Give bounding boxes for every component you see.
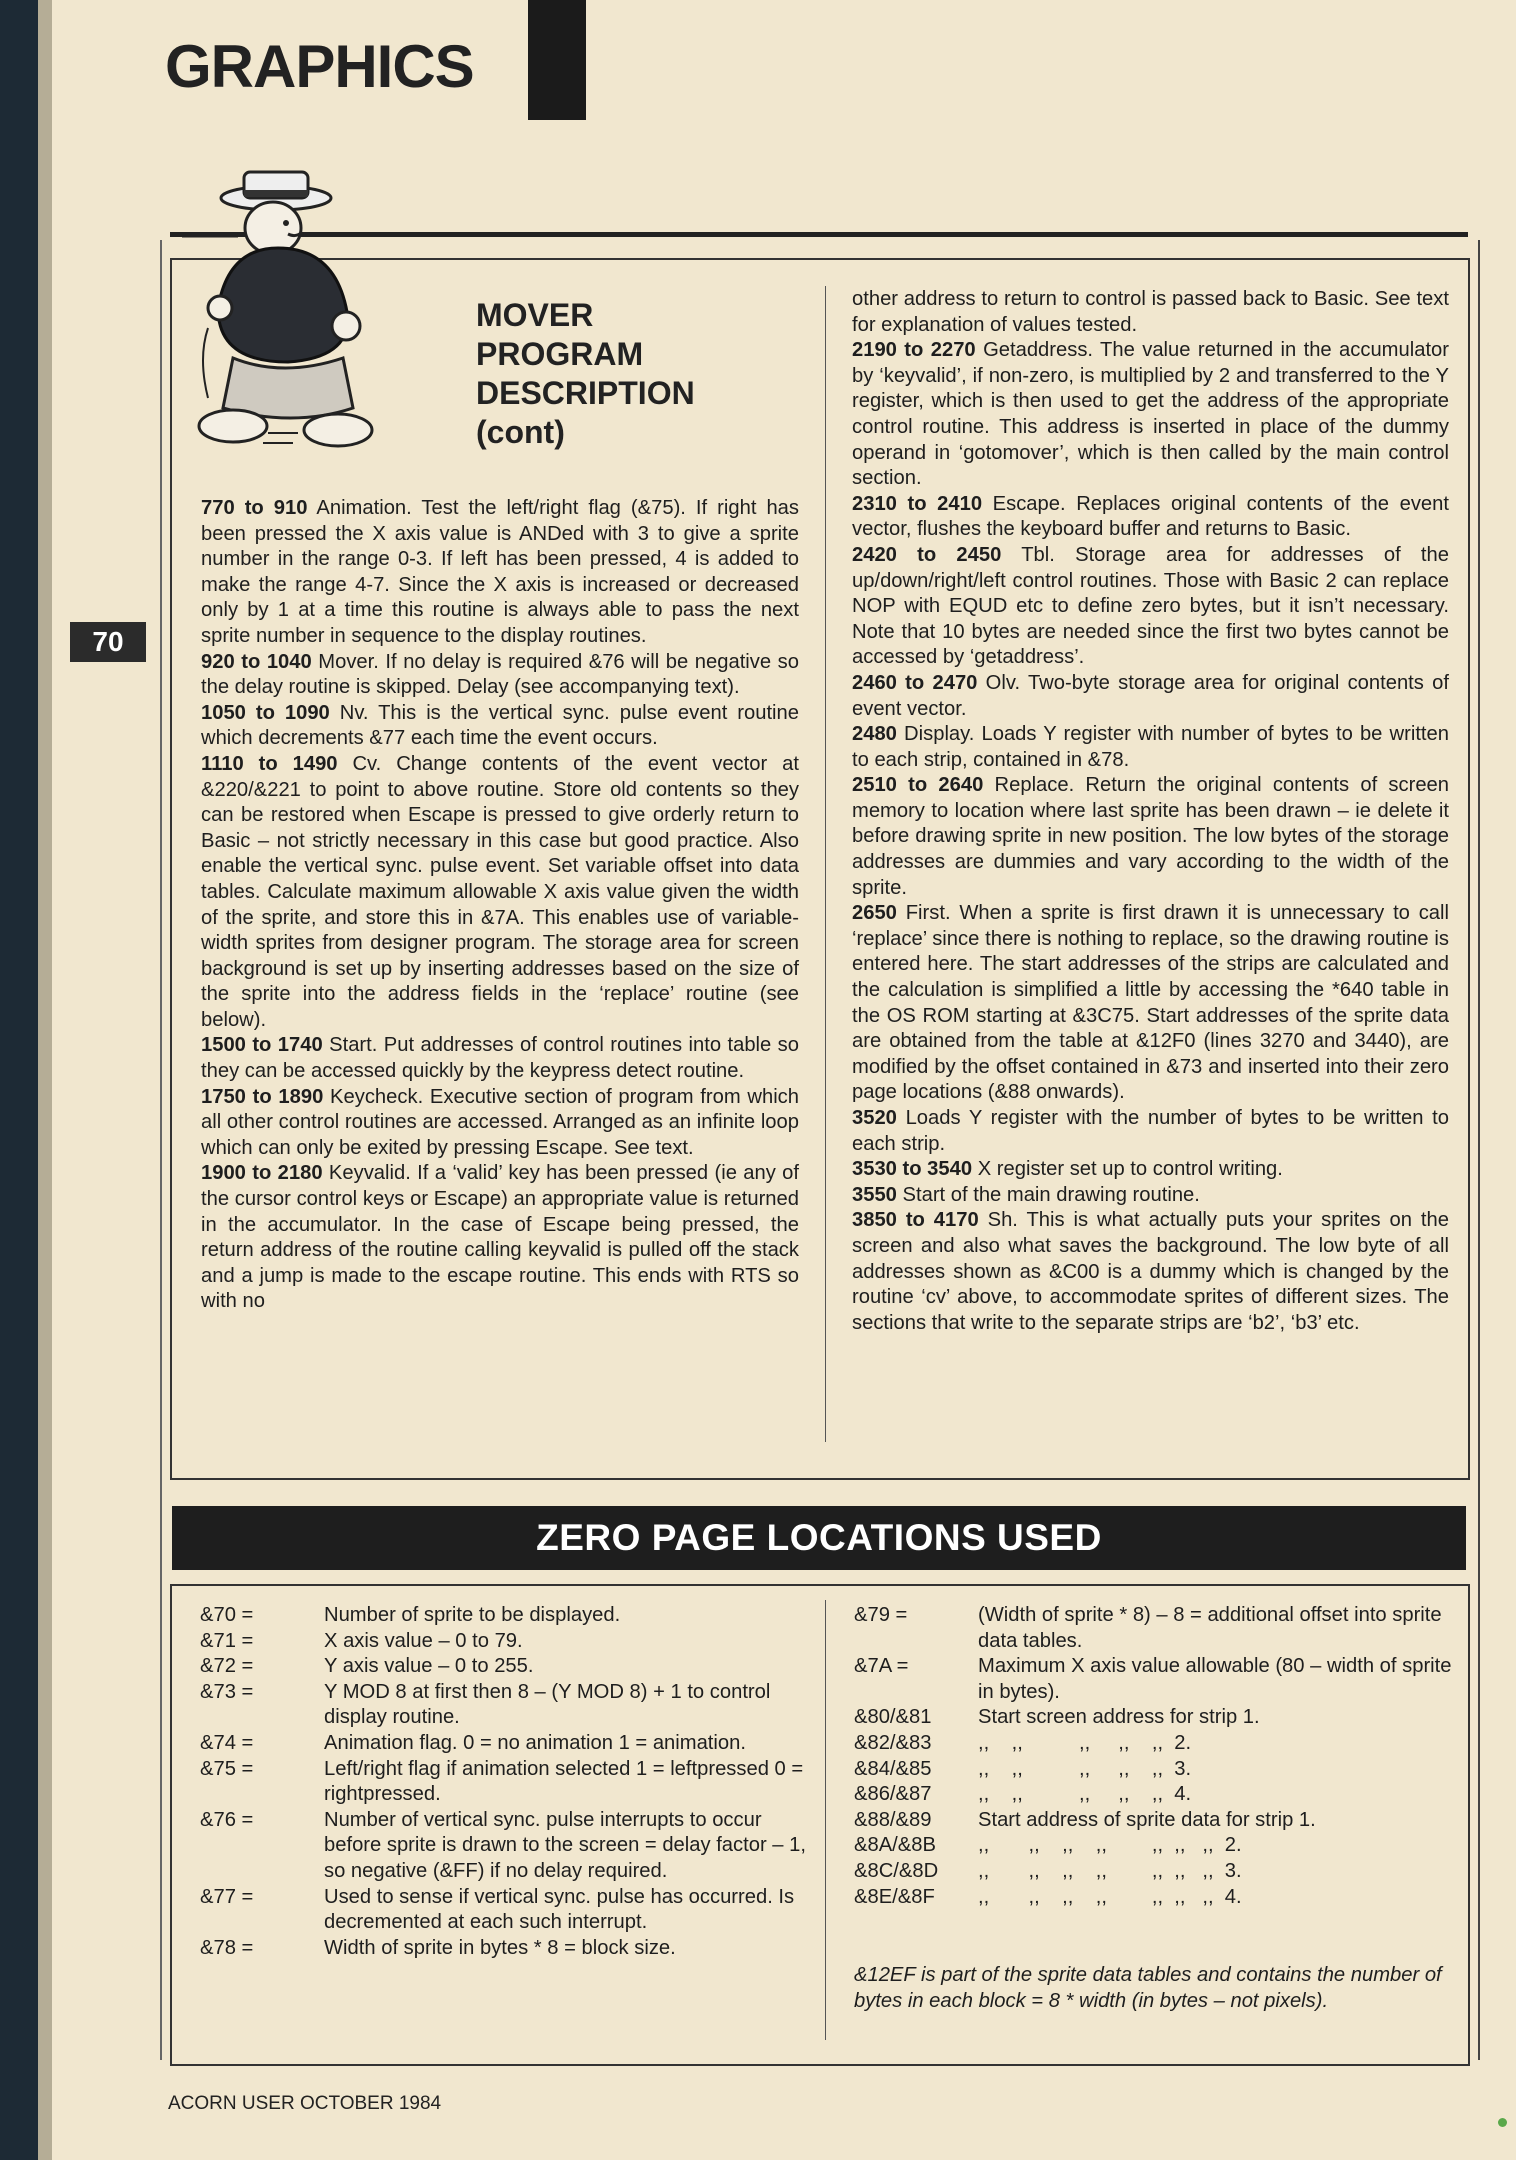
zp-description: (Width of sprite * 8) – 8 = additional offset into sprite data tables.	[978, 1604, 1442, 1652]
zero-page-row	[854, 1654, 1454, 1705]
zp-description: ,, ,, ,, ,, ,, 4.	[978, 1783, 1192, 1806]
zp-description: ,, ,, ,, ,, ,, ,, ,, 2.	[978, 1834, 1242, 1857]
paragraph: 920 to 1040 Mover. If no delay is required &76 will be negative so the delay routine is skipped. Delay (see accompanying text).	[201, 650, 799, 699]
zero-page-title: ZERO PAGE LOCATIONS USED	[172, 1506, 1466, 1570]
zero-page-note: &12EF is part of the sprite data tables and contains the number of bytes in each block = 8 * width (in bytes – not pixels).	[854, 1964, 1442, 2012]
zp-address: &86/&87	[854, 1783, 932, 1806]
zp-address: &80/&81	[854, 1706, 932, 1729]
section-title: GRAPHICS	[165, 33, 474, 100]
zero-page-row	[854, 1705, 1454, 1731]
zp-description: Used to sense if vertical sync. pulse has occurred. Is decremented at each such interrupt.	[324, 1885, 795, 1934]
heading-line: DESCRIPTION	[476, 375, 695, 411]
zero-page-row	[200, 1731, 810, 1757]
zero-page-divider	[825, 1600, 826, 2040]
paragraph: 770 to 910 Animation. Test the left/right flag (&75). If right has been pressed the X axis value is ANDed with 3 to give a sprite number in the range 0-3. If left has been pressed, 4 is added to make the range 4-7. Since the X axis is increased or decreased only by 1 at a time this routine is always able to pass the next sprite number in sequence to the display routines.	[201, 497, 799, 647]
zp-address: &71 =	[200, 1629, 254, 1652]
paragraph: 2480 Display. Loads Y register with number of bytes to be written to each strip, contained in &78.	[852, 723, 1449, 771]
zp-description: ,, ,, ,, ,, ,, 2.	[978, 1731, 1192, 1754]
zp-description: Animation flag. 0 = no animation 1 = animation.	[324, 1731, 746, 1754]
zp-description: Left/right flag if animation selected 1 = leftpressed 0 = rightpressed.	[324, 1757, 804, 1806]
zp-address: &72 =	[200, 1655, 254, 1678]
page-number: 70	[70, 622, 146, 662]
paragraph: 2510 to 2640 Replace. Return the original contents of screen memory to location where last sprite has been drawn – ie delete it before drawing sprite in new position. The low bytes of the storage addresses are dummies and vary according to the width of the sprite.	[852, 774, 1449, 899]
zero-page-row	[200, 1808, 810, 1885]
paragraph: 3550 Start of the main drawing routine.	[852, 1183, 1200, 1206]
paragraph: 3520 Loads Y register with the number of bytes to be written to each strip.	[852, 1107, 1449, 1155]
paragraph: 2190 to 2270 Getaddress. The value returned in the accumulator by ‘keyvalid’, if non-zero, is multiplied by 2 and transferred to the Y register, which is then used to get the address of the appropriate control routine. This address is inserted in place of the dummy operand in ‘gotomover’, which is then called by the main control section.	[852, 339, 1449, 490]
zp-address: &88/&89	[854, 1808, 932, 1831]
zero-page-row	[854, 1833, 1454, 1859]
page-spine	[0, 0, 38, 2160]
zp-address: &73 =	[200, 1680, 254, 1703]
paragraph: 3850 to 4170 Sh. This is what actually puts your sprites on the screen and also what saves the background. The low byte of all addresses shown as &C00 is a dummy which is changed by the routine ‘cv’ above, to accommodate sprites of different sizes. The sections that write to the separate strips are ‘b2’, ‘b3’ etc.	[852, 1209, 1449, 1334]
zero-page-row	[854, 1757, 1454, 1783]
print-mark	[1498, 2118, 1507, 2127]
mascot-illustration	[178, 168, 398, 458]
zp-description: Width of sprite in bytes * 8 = block size.	[324, 1936, 676, 1959]
paragraph: 1500 to 1740 Start. Put addresses of control routines into table so they can be accessed quickly by the keypress detect routine.	[201, 1034, 799, 1083]
section-title-block	[528, 0, 586, 120]
zp-description: X axis value – 0 to 79.	[324, 1629, 523, 1652]
zero-page-row	[854, 1603, 1454, 1654]
zp-address: &77 =	[200, 1885, 254, 1908]
paragraph: 3530 to 3540 X register set up to control writing.	[852, 1158, 1283, 1181]
zp-description: Number of sprite to be displayed.	[324, 1604, 621, 1626]
zp-address: &8E/&8F	[854, 1885, 935, 1908]
heading-line: MOVER	[476, 297, 594, 333]
zp-address: &78 =	[200, 1936, 254, 1959]
zp-description: Y axis value – 0 to 255.	[324, 1655, 534, 1678]
zero-page-row	[200, 1885, 810, 1936]
article-heading	[476, 296, 776, 452]
zp-address: &7A =	[854, 1655, 909, 1678]
zero-page-row	[200, 1629, 810, 1655]
paragraph: 2460 to 2470 Olv. Two-byte storage area for original contents of event vector.	[852, 671, 1449, 720]
zp-description: ,, ,, ,, ,, ,, ,, ,, 4.	[978, 1885, 1242, 1908]
zero-page-row	[854, 1782, 1454, 1808]
zp-address: &76 =	[200, 1808, 254, 1831]
zero-page-list-left	[200, 1603, 810, 1961]
paragraph: 1050 to 1090 Nv. This is the vertical sync. pulse event routine which decrements &77 each time the event occurs.	[201, 701, 799, 750]
zero-page-row	[200, 1680, 810, 1731]
paragraph: 2650 First. When a sprite is first drawn it is unnecessary to call ‘replace’ since there is nothing to replace, so the drawing routine is entered here. The start addresses of the strips are calculated and the calculation is simplified a little by accessing the *640 table in the OS ROM starting at &3C75. Start addresses of the sprite data are obtained from the table at &12F0 (lines 3270 and 3440), are modified by the offset contained in &73 and inserted into their zero page locations (&88 onwards).	[852, 902, 1449, 1104]
zp-description: Start address of sprite data for strip 1.	[978, 1808, 1316, 1831]
zp-description: ,, ,, ,, ,, ,, 3.	[978, 1757, 1192, 1780]
page-footer: ACORN USER OCTOBER 1984	[168, 2093, 442, 2114]
zp-address: &8A/&8B	[854, 1834, 936, 1857]
column-divider	[825, 286, 826, 1442]
zero-page-row	[854, 1731, 1454, 1757]
paragraph: 2420 to 2450 Tbl. Storage area for addresses of the up/down/right/left control routines. Those with Basic 2 can replace NOP with EQUD etc to define zero bytes, but it isn’t necessary. Note that 10 bytes are needed since the first two bytes cannot be accessed by ‘getaddress’.	[852, 543, 1449, 669]
zero-page-row	[200, 1757, 810, 1808]
paragraph: 1110 to 1490 Cv. Change contents of the event vector at &220/&221 to point to above routine. Store old contents so they can be restored when Escape is pressed to give orderly return to Basic – not strictly necessary in this case but good practice. Also enable the vertical sync. pulse event. Set variable offset into data tables. Calculate maximum allowable X axis value given the width of the sprite, and store this in &7A. This enables use of variable-width sprites from designer program. The storage area for screen background is set up by inserting addresses based on the size of the sprite into the address fields in the ‘replace’ routine (see below).	[201, 752, 799, 1031]
paragraph: 1750 to 1890 Keycheck. Executive section of program from which all other control routines are accessed. Arranged as an infinite loop which can only be exited by pressing Escape. See text.	[201, 1085, 800, 1159]
zero-page-row	[854, 1885, 1454, 1911]
zp-address: &79 =	[854, 1604, 908, 1626]
left-rule	[160, 240, 162, 2060]
zp-description: Start screen address for strip 1.	[978, 1706, 1260, 1729]
zp-description: ,, ,, ,, ,, ,, ,, ,, 3.	[978, 1859, 1242, 1882]
article-column-left	[201, 496, 799, 1315]
zero-page-row	[854, 1859, 1454, 1885]
zero-page-list-right	[854, 1603, 1454, 1910]
zp-description: Y MOD 8 at first then 8 – (Y MOD 8) + 1 to control display routine.	[324, 1680, 771, 1729]
zp-description: Number of vertical sync. pulse interrupts to occur before sprite is drawn to the screen = delay factor – 1, so negative (&FF) if no delay required.	[324, 1808, 806, 1882]
page-gutter	[38, 0, 52, 2160]
zero-page-row	[854, 1808, 1454, 1834]
article-column-right	[852, 287, 1449, 1336]
paragraph: other address to return to control is passed back to Basic. See text for explanation of values tested.	[852, 288, 1449, 336]
zp-address: &70 =	[200, 1604, 254, 1626]
zp-address: &82/&83	[854, 1731, 932, 1754]
zp-description: Maximum X axis value allowable (80 – width of sprite in bytes).	[978, 1655, 1452, 1703]
zp-address: &74 =	[200, 1731, 254, 1754]
zero-page-row	[200, 1603, 810, 1629]
paragraph: 1900 to 2180 Keyvalid. If a ‘valid’ key has been pressed (ie any of the cursor control keys or Escape) an appropriate value is returned in the accumulator. In the case of Escape being pressed, the return address of the routine calling keyvalid is pulled off the stack and a jump is made to the escape routine. This ends with RTS so with no	[201, 1162, 800, 1313]
zero-page-row	[200, 1654, 810, 1680]
paragraph: 2310 to 2410 Escape. Replaces original contents of the event vector, flushes the keyboard buffer and returns to Basic.	[852, 492, 1449, 541]
zp-address: &75 =	[200, 1757, 254, 1780]
zp-address: &8C/&8D	[854, 1859, 939, 1882]
right-rule	[1478, 240, 1480, 2060]
zero-page-row	[200, 1936, 810, 1962]
zp-address: &84/&85	[854, 1757, 932, 1780]
heading-line: PROGRAM	[476, 336, 644, 372]
heading-line: (cont)	[476, 414, 565, 450]
